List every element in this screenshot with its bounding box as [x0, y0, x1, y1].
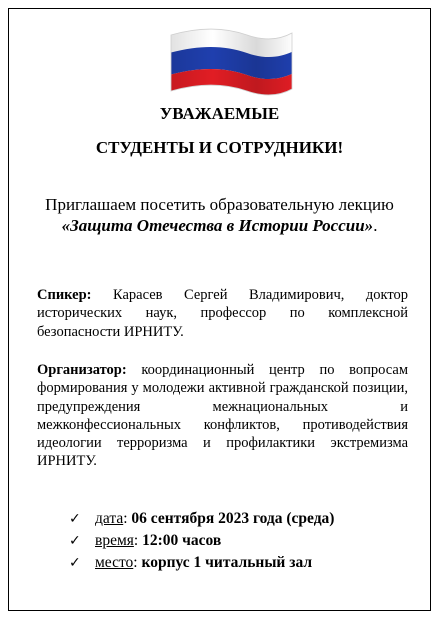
- speaker-label: Спикер:: [37, 287, 92, 303]
- list-item: [69, 508, 334, 530]
- organizer-text: координационный центр по вопросам формирования у молодежи активной гражданской позиции, предупреждения межнациональных и межконфессиональных конфликтов, противодействия идеологии терроризма и профилактики экстремизма ИРНИТУ.: [37, 362, 408, 470]
- place-value: корпус 1 читальный зал: [141, 554, 313, 571]
- invitation-text: [33, 194, 406, 236]
- organizer-paragraph: [37, 361, 408, 471]
- checkmark-icon: ✓: [69, 511, 81, 527]
- time-label: время: [95, 532, 134, 549]
- speaker-text: Карасев Сергей Владимирович, доктор исторических наук, профессор по комплексной безопасности ИРНИТУ.: [37, 287, 408, 340]
- list-item: [69, 530, 334, 552]
- place-label: место: [95, 554, 134, 571]
- time-separator: :: [133, 532, 143, 549]
- date-label: дата: [95, 510, 124, 527]
- time-value: 12:00 часов: [142, 532, 222, 549]
- list-item: [69, 552, 334, 574]
- poster-frame: [8, 8, 431, 611]
- invitation-lead: Приглашаем посетить образовательную лекцию: [45, 195, 394, 214]
- lecture-title: «Защита Отечества в Истории России»: [61, 216, 374, 235]
- checkmark-icon: ✓: [69, 555, 81, 571]
- greeting-line-2: СТУДЕНТЫ И СОТРУДНИКИ!: [95, 138, 344, 157]
- speaker-paragraph: [37, 286, 408, 341]
- event-details-list: [69, 508, 334, 574]
- checkmark-icon: ✓: [69, 533, 81, 549]
- date-separator: :: [123, 510, 132, 527]
- date-value: 06 сентября 2023 года (среда): [131, 510, 335, 527]
- greeting-line-1: УВАЖАЕМЫЕ: [159, 104, 280, 123]
- place-separator: :: [133, 554, 142, 571]
- organizer-label: Организатор:: [37, 362, 127, 378]
- russian-flag-icon: [169, 27, 294, 97]
- invitation-end: .: [373, 216, 378, 235]
